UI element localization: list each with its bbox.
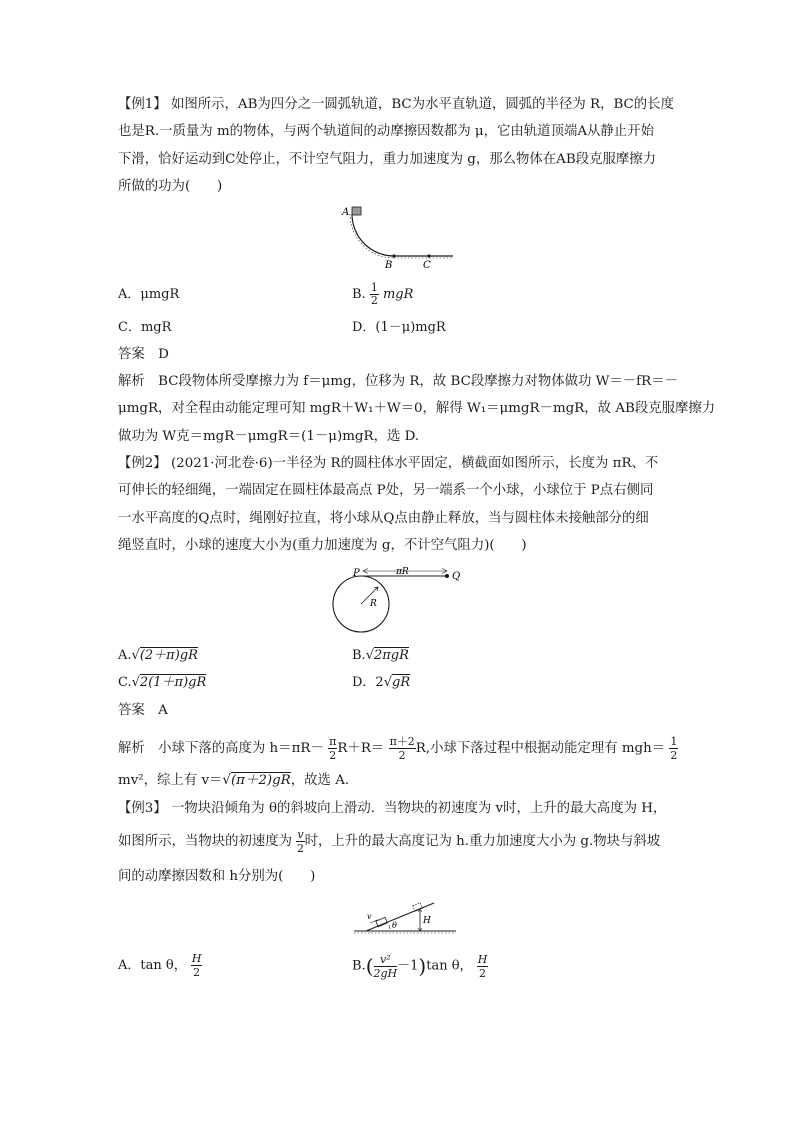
sqrt-sign: √: [131, 675, 140, 690]
label-b: B: [385, 260, 393, 270]
stem-text: 如图所示，当物块的初速度为: [118, 834, 293, 849]
sqrt-sign: √: [222, 773, 231, 788]
option-b-mid: －1: [397, 958, 419, 974]
example2-option-b: [352, 646, 409, 666]
label-a: A: [342, 207, 350, 218]
fraction-denominator: 2: [398, 749, 406, 762]
fraction-numerator: 1: [670, 735, 678, 748]
radicand: 2πgR: [373, 648, 409, 663]
radicand: 2(1＋π)gR: [139, 675, 207, 690]
example2-option-a: [118, 646, 198, 666]
option-c-prefix: C.: [118, 675, 132, 690]
fraction: [296, 828, 304, 855]
fraction-denominator: 2: [478, 966, 486, 980]
fraction-denominator: 2: [329, 749, 337, 762]
fraction: [328, 735, 337, 762]
example1-stem-line-2: 也是R.一质量为 m的物体，与两个轨道间的动摩擦因数都为 μ，它由轨道顶端A从静止开始: [118, 124, 654, 139]
example1-option-b: [352, 282, 413, 307]
example2-figure: [320, 562, 470, 642]
label-length: πR: [396, 567, 409, 577]
paren-close: ): [418, 954, 427, 978]
fraction-numerator: π: [329, 735, 337, 748]
example1-option-c: C．mgR: [118, 320, 172, 335]
fraction-numerator: v²: [374, 953, 398, 967]
example1-solution-line-1: 解析 BC段物体所受摩擦力为 f＝μmg，位移为 R，故 BC段摩擦力对物体做功 W＝－fR＝－: [118, 374, 679, 389]
example2-stem-line-3: 一水平高度的Q点时，绳刚好拉直，将小球从Q点由静止释放，当与圆柱体未接触部分的细: [118, 511, 649, 526]
radicand: (2＋π)gR: [139, 648, 198, 663]
label-v: v: [367, 912, 372, 921]
label-theta: θ: [392, 921, 397, 930]
fraction: [669, 735, 678, 762]
example2-stem-line-1: 【例2】 (2021·河北卷·6)一半径为 R的圆柱体水平固定，横截面如图所示，长度为 πR、不: [118, 456, 659, 471]
fraction-numerator: π＋2: [389, 735, 415, 748]
example2-option-d: [352, 673, 410, 693]
solution-text: R＋R＝: [337, 741, 385, 756]
fraction-denominator: 2: [370, 294, 378, 307]
example3-line-2: [118, 826, 660, 858]
stem-text: 时，上升的最大高度记为 h.重力加速度大小为 g.物块与斜坡: [304, 834, 661, 849]
example1-answer: 答案 D: [118, 347, 169, 362]
label-radius: R: [370, 599, 377, 609]
example3-line-3: 间的动摩擦因数和 h分别为( ): [118, 869, 316, 884]
sqrt-sign: √: [365, 648, 374, 663]
solution-text: mv²，综上有 v＝: [118, 773, 223, 788]
label-h: H: [423, 916, 431, 926]
fraction-denominator: 2: [670, 749, 678, 762]
fraction-denominator: 2: [193, 966, 201, 979]
radicand: gR: [392, 675, 411, 690]
option-b-suffix: mgR: [382, 287, 414, 302]
label-p: P: [353, 568, 360, 579]
option-b-prefix: B.: [352, 958, 366, 974]
fraction-numerator: v: [297, 828, 304, 841]
example2-solution-line-2: [118, 771, 349, 791]
example1-option-d: D．(1－μ)mgR: [352, 320, 446, 335]
paren-open: (: [365, 954, 374, 978]
fraction-numerator: H: [191, 952, 202, 965]
example1-stem-line-1: 【例1】 如图所示，AB为四分之一圆弧轨道，BC为水平直轨道，圆弧的半径为 R，BC的长度: [118, 97, 674, 112]
example2-stem-line-4: 绳竖直时，小球的速度大小为(重力加速度为 g，不计空气阻力)( ): [118, 538, 527, 553]
example2-solution-line-1: [118, 733, 678, 765]
fraction: [477, 953, 489, 980]
label-q: Q: [452, 571, 461, 582]
fraction: [370, 282, 379, 307]
solution-text: R,小球下落过程中根据动能定理有 mgh＝: [415, 741, 666, 756]
example3-option-a: [118, 950, 202, 982]
example1-stem-line-4: 所做的功为( ): [118, 179, 223, 194]
sqrt-sign: √: [383, 675, 392, 690]
example1-solution-line-2: μmgR，对全程由动能定理可知 mgR＋W₁＋W＝0，解得 W₁＝μmgR－mgR，故 AB段克服摩擦力: [118, 401, 716, 416]
solution-text: 解析 小球下落的高度为 h＝πR－: [118, 741, 324, 756]
option-a-prefix: A．tan θ，: [118, 958, 187, 973]
example2-stem-line-2: 可伸长的轻细绳，一端固定在圆柱体最高点 P处，另一端系一个小球，小球位于 P点右侧同: [118, 483, 654, 498]
fraction: [374, 953, 398, 980]
label-c: C: [423, 260, 431, 270]
example3-figure: [350, 897, 460, 939]
fraction: [191, 952, 203, 979]
example2-answer: 答案 A: [118, 703, 168, 718]
option-d-prefix: D．2: [352, 675, 384, 690]
example3-line-1: 【例3】 一物块沿倾角为 θ的斜坡向上滑动．当物块的初速度为 v时，上升的最大高度为 H，: [118, 801, 667, 816]
radicand: (π＋2)gR: [230, 773, 291, 788]
option-b-prefix: B.: [352, 287, 366, 302]
option-b-suffix: tan θ，: [426, 958, 473, 974]
example1-stem-line-3: 下滑，恰好运动到C处停止，不计空气阻力，重力加速度为 g，那么物体在AB段克服摩擦力: [118, 152, 657, 167]
fraction-numerator: 1: [370, 281, 378, 294]
solution-text: ，故选 A.: [290, 773, 350, 788]
example2-option-c: [118, 673, 206, 693]
fraction-denominator: 2: [296, 842, 304, 855]
fraction-denominator: 2gH: [373, 966, 398, 980]
example1-solution-line-3: 做功为 W克＝mgR－μmgR＝(1－μ)mgR，选 D.: [118, 429, 420, 444]
example1-figure: [335, 200, 460, 270]
fraction-numerator: H: [477, 952, 488, 966]
example1-option-a: A．μmgR: [118, 287, 180, 302]
fraction: [389, 735, 416, 762]
example3-option-b: [352, 950, 488, 983]
option-a-prefix: A.: [118, 648, 132, 663]
option-b-prefix: B.: [352, 648, 366, 663]
sqrt-sign: √: [131, 648, 140, 663]
